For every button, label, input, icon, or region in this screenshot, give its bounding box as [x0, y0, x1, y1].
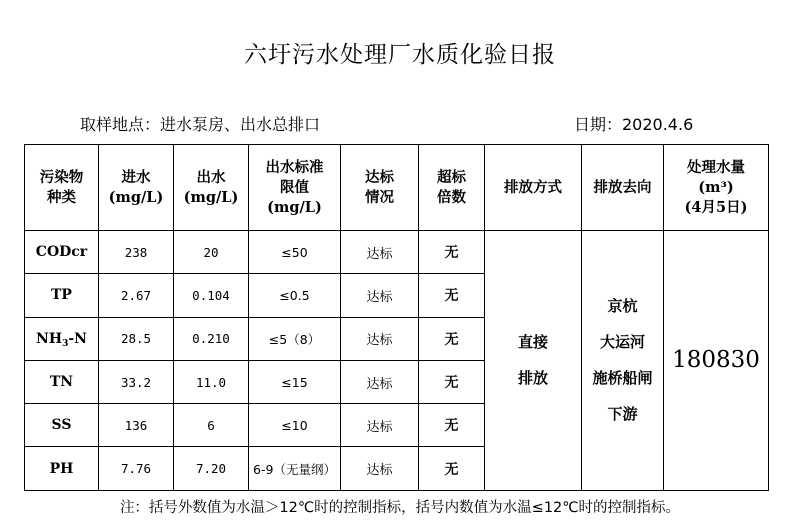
- discharge-method-cell: 直接 排放: [485, 231, 582, 491]
- effluent-cell: 7.20: [174, 447, 249, 490]
- status-cell: 达标: [341, 231, 419, 274]
- limit-cell: 6-9（无量纲）: [249, 447, 341, 490]
- limit-cell: ≤15: [249, 360, 341, 403]
- influent-cell: 2.67: [99, 274, 174, 317]
- limit-cell: ≤10: [249, 404, 341, 447]
- pollutant-cell: SS: [25, 404, 99, 447]
- influent-cell: 28.5: [99, 317, 174, 360]
- footnote: 注：括号外数值为水温＞12℃时的控制指标，括号内数值为水温≤12℃时的控制指标。: [119, 500, 681, 516]
- effluent-cell: 11.0: [174, 360, 249, 403]
- status-cell: 达标: [341, 360, 419, 403]
- pollutant-cell: TN: [25, 360, 99, 403]
- limit-cell: ≤0.5: [249, 274, 341, 317]
- exceed-cell: 无: [419, 274, 485, 317]
- exceed-cell: 无: [419, 404, 485, 447]
- status-cell: 达标: [341, 404, 419, 447]
- effluent-cell: 0.104: [174, 274, 249, 317]
- header-discharge-destination: 排放去向: [582, 145, 664, 231]
- pollutant-cell: TP: [25, 274, 99, 317]
- header-effluent: 出水 (mg/L): [174, 145, 249, 231]
- pollutant-cell: $NH_3-N$: [25, 317, 99, 360]
- exceed-cell: 无: [419, 231, 485, 274]
- header-discharge-method: 排放方式: [485, 145, 582, 231]
- effluent-cell: 20: [174, 231, 249, 274]
- exceed-cell: 无: [419, 317, 485, 360]
- header-exceed: 超标 倍数: [419, 145, 485, 231]
- influent-cell: 33.2: [99, 360, 174, 403]
- discharge-destination-cell: 京杭 大运河 施桥船闸 下游: [582, 231, 664, 491]
- table-header-row: [25, 145, 769, 231]
- report-date: 日期：2020.4.6: [574, 115, 694, 134]
- status-cell: 达标: [341, 317, 419, 360]
- status-cell: 达标: [341, 274, 419, 317]
- limit-cell: ≤5（8）: [249, 317, 341, 360]
- water-quality-table: [24, 144, 769, 491]
- influent-cell: 238: [99, 231, 174, 274]
- report-title: 六圩污水处理厂水质化验日报: [244, 42, 556, 68]
- exceed-cell: 无: [419, 360, 485, 403]
- effluent-cell: 6: [174, 404, 249, 447]
- status-cell: 达标: [341, 447, 419, 490]
- header-influent: 进水 (mg/L): [99, 145, 174, 231]
- table-row: [25, 231, 769, 274]
- exceed-cell: 无: [419, 447, 485, 490]
- limit-cell: ≤50: [249, 231, 341, 274]
- header-limit: 出水标准 限值 (mg/L): [249, 145, 341, 231]
- pollutant-cell: PH: [25, 447, 99, 490]
- influent-cell: 136: [99, 404, 174, 447]
- header-status: 达标 情况: [341, 145, 419, 231]
- pollutant-cell: CODcr: [25, 231, 99, 274]
- effluent-cell: 0.210: [174, 317, 249, 360]
- influent-cell: 7.76: [99, 447, 174, 490]
- sampling-location: 取样地点：进水泵房、出水总排口: [80, 115, 321, 134]
- treated-volume-cell: 180830: [664, 231, 769, 491]
- header-pollutant: 污染物 种类: [25, 145, 99, 231]
- header-treated-volume: 处理水量 (m³) (4月5日): [664, 145, 769, 231]
